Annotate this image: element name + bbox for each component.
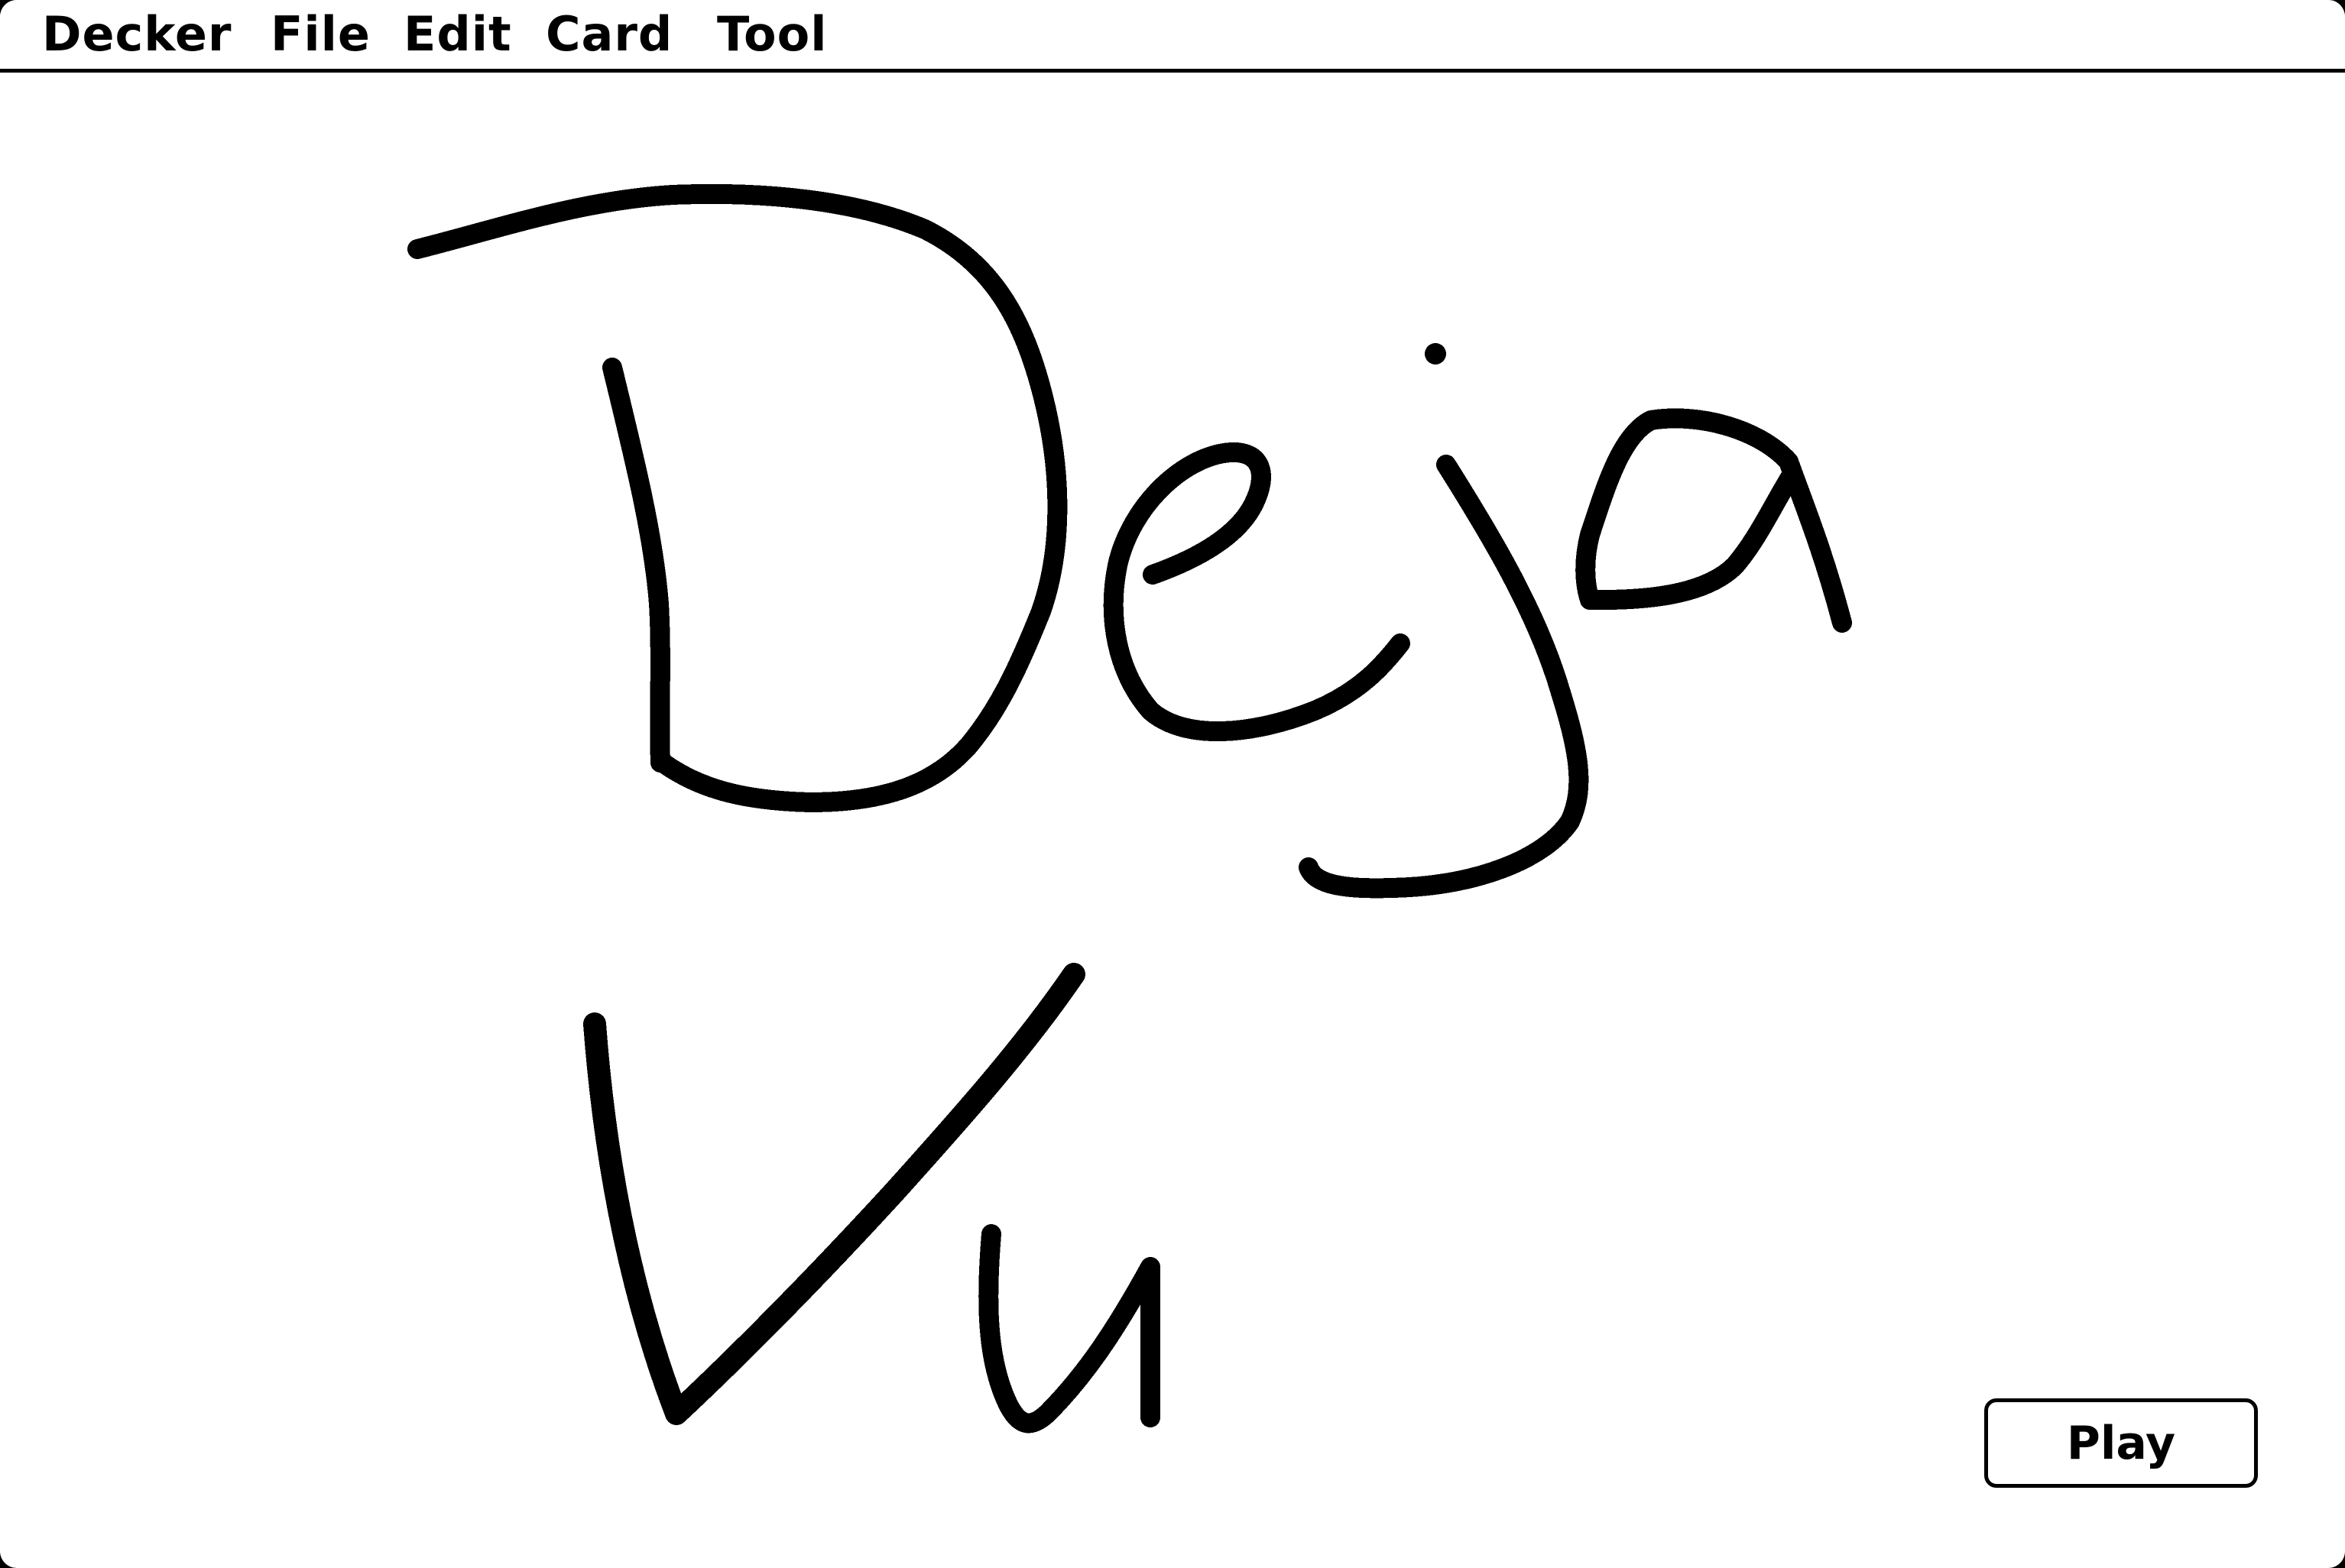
- drawing-stroke-v: [595, 974, 1074, 1414]
- card-canvas[interactable]: [0, 73, 2345, 1568]
- drawing-stroke-a-tail: [1789, 462, 1842, 623]
- drawing-stroke-e: [1114, 452, 1400, 731]
- drawing-stroke-j: [1309, 465, 1578, 888]
- drawing-stroke-a-loop: [1585, 418, 1792, 600]
- drawing-stroke-j-dot: [1425, 343, 1446, 364]
- menu-card[interactable]: Card: [546, 6, 673, 62]
- menu-decker[interactable]: Decker: [42, 6, 232, 62]
- menu-tool[interactable]: Tool: [717, 6, 828, 62]
- drawing-stroke-d-bowl: [417, 194, 1057, 802]
- play-button[interactable]: Play: [1984, 1398, 2258, 1488]
- drawing-stroke-u: [988, 1234, 1150, 1423]
- menu-file[interactable]: File: [271, 6, 371, 62]
- drawing-stroke-d-stem: [612, 368, 660, 763]
- menu-bar: [0, 0, 2345, 73]
- menu-edit[interactable]: Edit: [404, 6, 512, 62]
- handwritten-drawing: [0, 73, 2345, 1568]
